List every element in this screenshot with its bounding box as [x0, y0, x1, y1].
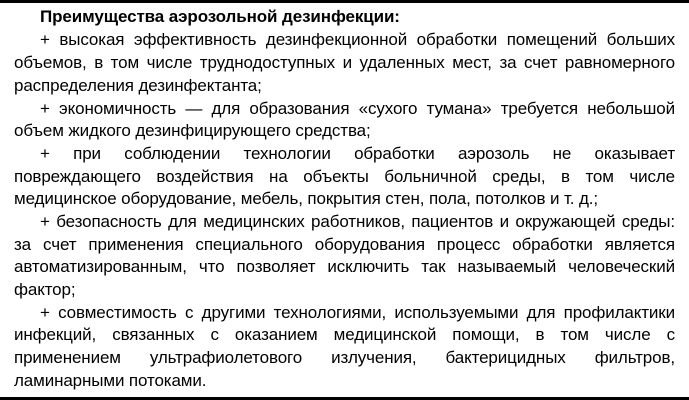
advantage-paragraph-1: + высокая эффективность дезинфекционной обработки помещений больших объемов, в том числе труднодоступных и удаленных мест, за счет равномерного распределения дезинфектанта; — [14, 30, 675, 95]
advantage-paragraph-2: + экономичность — для образования «сухого тумана» требуется небольшой объем жидкого дезинфицирующего средства; — [14, 98, 675, 141]
page-title: Преимущества аэрозольной дезинфекции: — [40, 7, 400, 26]
advantage-paragraph-5: + совместимость с другими технологиями, используемыми для профилактики инфекций, связанных с оказанием медицинской помощи, в том числе с применением ультрафиолетового излучения, бактерицидных фильтров, ламинарными потоками. — [14, 302, 675, 390]
advantage-paragraph-4: + безопасность для медицинских работников, пациентов и окружающей среды: за счет применения специального оборудования процесс обработки является автоматизированным, что позволяет исключить так называемый человеческий фактор; — [14, 211, 675, 299]
top-divider-rule — [0, 0, 689, 3]
advantage-paragraph-3: + при соблюдении технологии обработки аэрозоль не оказывает повреждающего воздействия на объекты больничной среды, в том числе медицинское оборудование, мебель, покрытия стен, пола, потолков и т. д.; — [14, 143, 675, 209]
